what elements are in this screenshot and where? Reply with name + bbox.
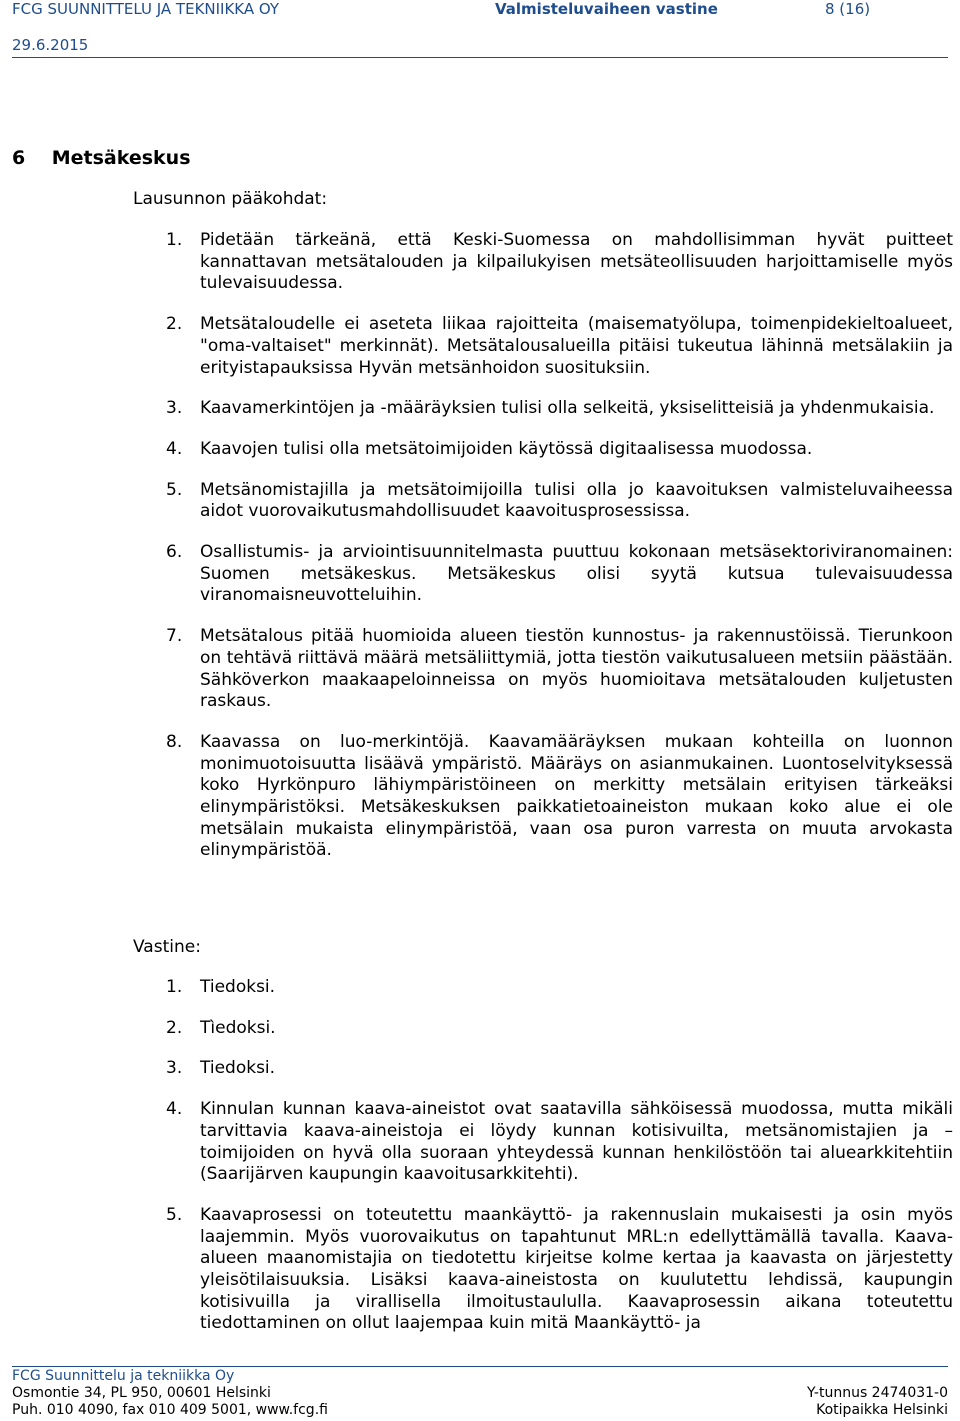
item-number: 1. xyxy=(166,977,183,997)
footer-address: Osmontie 34, PL 950, 00601 Helsinki xyxy=(12,1385,271,1401)
header-document-title: Valmisteluvaiheen vastine xyxy=(495,0,718,18)
footer-contact: Puh. 010 4090, fax 010 409 5001, www.fcg.fi xyxy=(12,1402,328,1418)
list-item xyxy=(0,977,960,999)
item-text: Metsätaloudelle ei aseteta liikaa rajoitteita (maisematyölupa, toimenpidekieltoalueet, "oma-valtaiset" merkinnät). Metsätalousalueilla pitäisi tukeutua lähinnä metsälakiin ja erityistapauksissa Hyvän metsänhoidon suosituksiin. xyxy=(200,314,953,378)
item-number: 5. xyxy=(166,479,183,500)
list-item xyxy=(0,542,960,607)
summary-list xyxy=(0,230,960,881)
item-text: Metsänomistajilla ja metsätoimijoilla tulisi olla jo kaavoituksen valmisteluvaiheessa aidot vuorovaikutusmahdollisuudet kaavoitusprosessissa. xyxy=(200,479,953,522)
item-number: 7. xyxy=(166,626,183,647)
footer-divider xyxy=(12,1366,948,1367)
item-text: Osallistumis- ja arviointisuunnitelmasta puuttuu kokonaan metsäsektoriviranomainen: Suomen metsäkeskus. Metsäkeskus olisi syytä kutsua tulevaisuudessa viranomaisneuvotteluihin. xyxy=(200,542,953,606)
item-number: 4. xyxy=(166,438,183,459)
item-text: Pidetään tärkeänä, että Keski-Suomessa on mahdollisimman hyvät puitteet kannattavan metsätalouden ja kilpailukyisen metsäteollisuuden harjoittamiselle myös tulevaisuudessa. xyxy=(200,230,953,294)
list-item xyxy=(0,1018,960,1040)
page-footer xyxy=(0,1366,960,1421)
item-text: Kaavaprosessi on toteutettu maankäyttö- ja rakennuslain mukaisesti ja osin myös laajemmin. Myös vuorovaikutus on tapahtunut MRL:n edellyttämällä tavalla. Kaava-alueen maanomistajia on tiedotettu kirjeitse kolme kertaa ja kaavasta on järjestetty yleisötilaisuuksia. Lisäksi kaava-aineistosta on kuulutettu lehdissä, kaupungin kotisivuilla ja virallisella ilmoitustaululla. Kaavaprosessin aikana toteutettu tiedottaminen on ollut laajempaa kuin mitä Maankäyttö- ja xyxy=(200,1204,953,1334)
item-text: Tiedoksi. xyxy=(200,977,276,997)
item-number: 3. xyxy=(166,398,183,419)
footer-business-id: Y-tunnus 2474031-0 xyxy=(807,1385,948,1401)
list-item xyxy=(0,732,960,862)
item-text: Kaavojen tulisi olla metsätoimijoiden käytössä digitaalisessa muodossa. xyxy=(200,438,813,459)
header-company: FCG SUUNNITTELU JA TEKNIIKKA OY xyxy=(12,0,280,18)
list-item xyxy=(0,439,960,461)
footer-company: FCG Suunnittelu ja tekniikka Oy xyxy=(12,1368,235,1384)
item-text: Kaavassa on luo-merkintöjä. Kaavamääräyksen mukaan kohteilla on luonnon monimuotoisuutta lisäävä ympäristö. Määräys on asianmukainen. Luontoselvityksessä koko Hyrkönpuro lähiympäristöineen on merkitty metsälain erityisen tärkeäksi elinympäristöksi. Metsäkeskuksen paikkatietoaineiston mukaan koko alue ei ole metsälain mukaista elinympäristöä, vaan osa puron varresta on muuta arvokasta elinympäristöä. xyxy=(200,731,953,861)
summary-label: Lausunnon pääkohdat: xyxy=(133,189,328,209)
item-number: 6. xyxy=(166,542,183,563)
item-number: 5. xyxy=(166,1204,183,1225)
list-item xyxy=(0,398,960,420)
item-text: Tìedoksi. xyxy=(200,1017,276,1038)
item-number: 4. xyxy=(166,1099,183,1120)
item-number: 1. xyxy=(166,230,183,250)
item-text: Tiedoksi. xyxy=(200,1058,276,1079)
list-item xyxy=(0,1058,960,1080)
section-number: 6 xyxy=(12,147,26,169)
response-label: Vastine: xyxy=(133,937,201,957)
item-text: Metsätalous pitää huomioida alueen tiestön kunnostus- ja rakennustöissä. Tierunkoon on tehtävä riittävä määrä metsäliittymiä, jotta tiestön vaikutusalueen metsiin päästään. Sähköverkon maakaapeloinneissa on myös huomioitava metsätalouden kuljetusten raskaus. xyxy=(200,626,953,712)
list-item xyxy=(0,314,960,379)
item-number: 2. xyxy=(166,314,183,335)
list-item xyxy=(0,1205,960,1335)
list-item xyxy=(0,480,960,523)
section-title: Metsäkeskus xyxy=(51,147,191,169)
header-date: 29.6.2015 xyxy=(12,36,89,54)
list-item xyxy=(0,626,960,713)
item-number: 8. xyxy=(166,731,183,752)
section-heading xyxy=(12,147,191,169)
list-item xyxy=(0,230,960,295)
item-text: Kinnulan kunnan kaava-aineistot ovat saatavilla sähköisessä muodossa, mutta mikäli tarvittavia kaava-aineistoja ei löydy kunnan kotisivuilta, metsänomistajien ja –toimijoiden on hyvä olla suoraan yhteydessä kunnan henkilöstöön tai aluearkkitehtiin (Saarijärven kaupungin kaavoitusarkkitehti). xyxy=(200,1099,953,1185)
item-number: 2. xyxy=(166,1017,183,1038)
item-number: 3. xyxy=(166,1058,183,1079)
header-page-number: 8 (16) xyxy=(825,0,871,18)
footer-domicile: Kotipaikka Helsinki xyxy=(816,1402,948,1418)
list-item xyxy=(0,1099,960,1186)
page-header xyxy=(0,0,960,56)
item-text: Kaavamerkintöjen ja -määräyksien tulisi olla selkeitä, yksiselitteisiä ja yhdenmukaisia. xyxy=(200,398,935,419)
header-divider xyxy=(12,57,948,58)
response-list xyxy=(0,977,960,1354)
